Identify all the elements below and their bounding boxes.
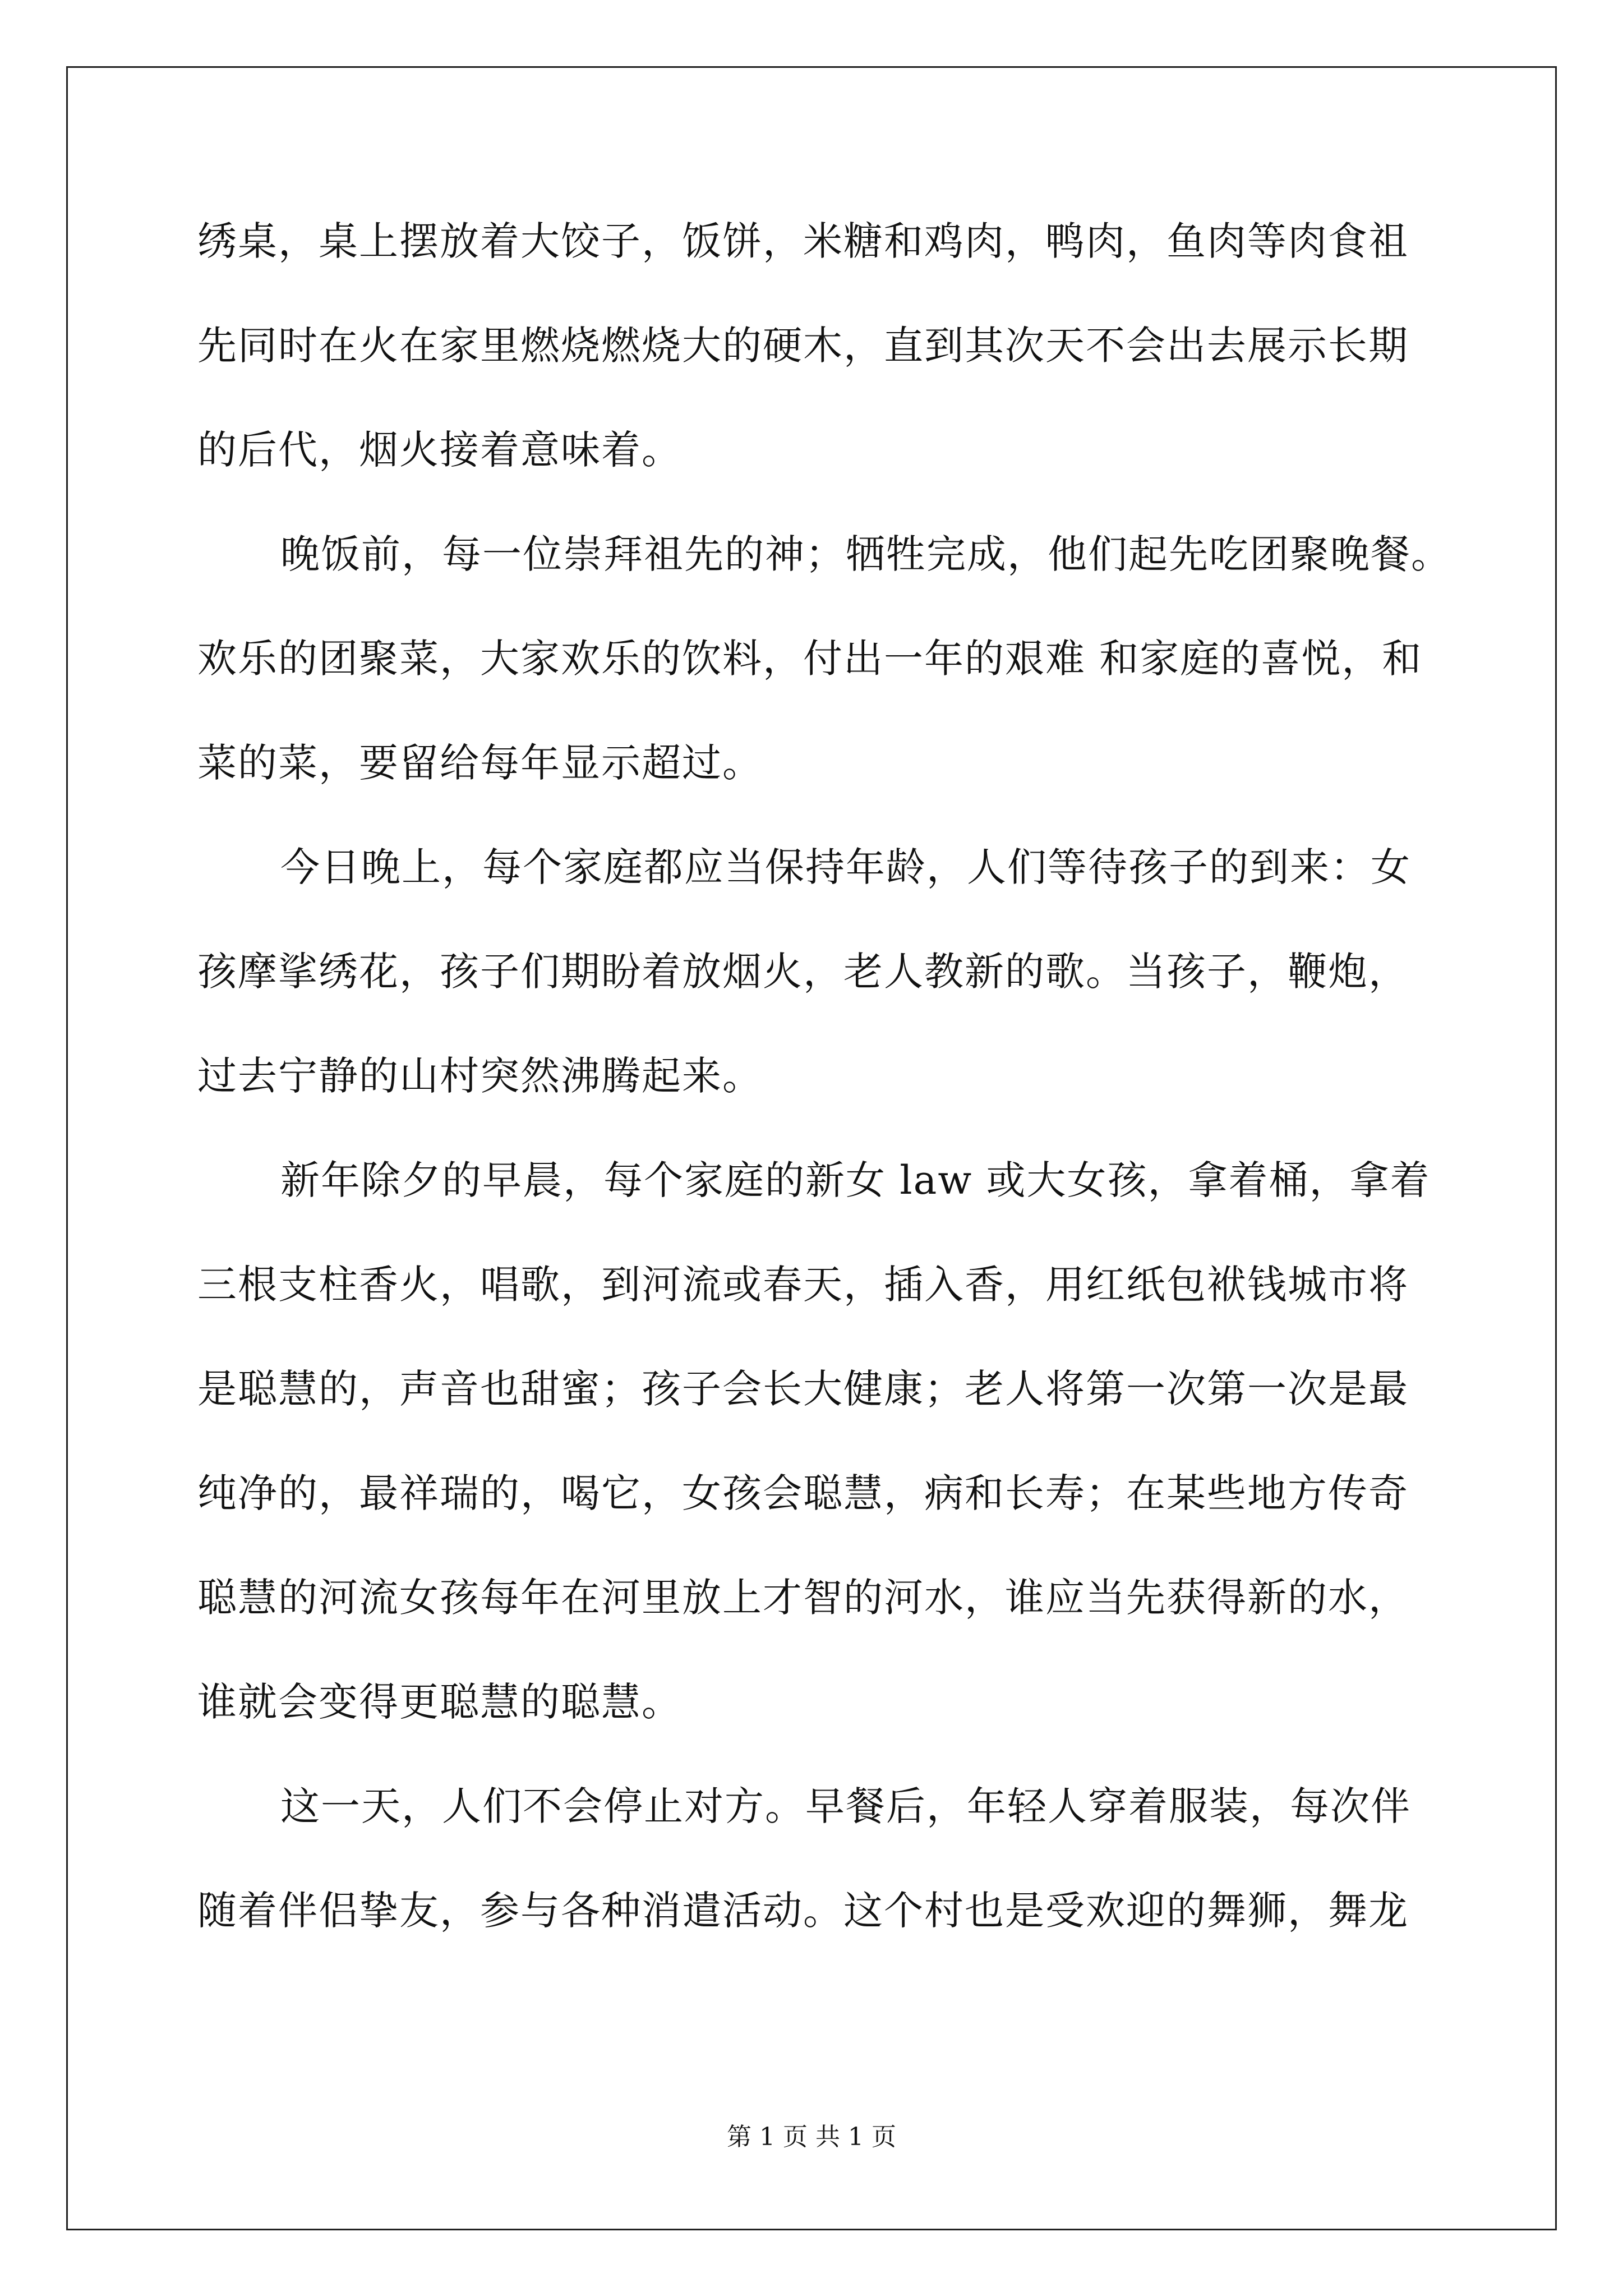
- text-line-7: 今日晚上，每个家庭都应当保持年龄，人们等待孩子的到来：女: [280, 844, 1411, 890]
- text-line-6: 菜的菜，要留给每年显示超过。: [197, 740, 763, 786]
- text-line-13: 纯净的，最祥瑞的，喝它，女孩会聪慧，病和长寿；在某些地方传奇: [197, 1470, 1409, 1516]
- page-number-footer: 第 1 页 共 1 页: [727, 2123, 896, 2151]
- text-line-9: 过去宁静的山村突然沸腾起来。: [197, 1053, 763, 1099]
- text-line-5: 欢乐的团聚菜，大家欢乐的饮料，付出一年的艰难 和家庭的喜悦，和: [197, 636, 1423, 682]
- text-line-3: 的后代，烟火接着意味着。: [197, 427, 682, 473]
- text-line-15: 谁就会变得更聪慧的聪慧。: [197, 1679, 682, 1725]
- text-line-4: 晚饭前，每一位崇拜祖先的神；牺牲完成，他们起先吃团聚晚餐。: [280, 531, 1451, 577]
- text-line-1: 绣桌，桌上摆放着大饺子，饭饼，米糖和鸡肉，鸭肉，鱼肉等肉食祖: [197, 218, 1409, 264]
- text-line-12: 是聪慧的，声音也甜蜜；孩子会长大健康；老人将第一次第一次是最: [197, 1366, 1409, 1412]
- text-line-2: 先同时在火在家里燃烧燃烧大的硬木，直到其次天不会出去展示长期: [197, 323, 1409, 369]
- text-line-16: 这一天，人们不会停止对方。早餐后，年轻人穿着服装，每次伴: [280, 1783, 1411, 1829]
- text-line-14: 聪慧的河流女孩每年在河里放上才智的河水，谁应当先获得新的水，: [197, 1575, 1409, 1621]
- text-line-10: 新年除夕的早晨，每个家庭的新女 law 或大女孩，拿着桶，拿着: [280, 1157, 1431, 1203]
- document-body: [197, 218, 1451, 1995]
- text-line-11: 三根支柱香火，唱歌，到河流或春天，插入香，用红纸包袱钱城市将: [197, 1262, 1409, 1308]
- text-line-17: 随着伴侣挚友，参与各种消遣活动。这个村也是受欢迎的舞狮，舞龙: [197, 1888, 1409, 1934]
- text-line-8: 孩摩挲绣花，孩子们期盼着放烟火，老人教新的歌。当孩子，鞭炮，: [197, 949, 1409, 995]
